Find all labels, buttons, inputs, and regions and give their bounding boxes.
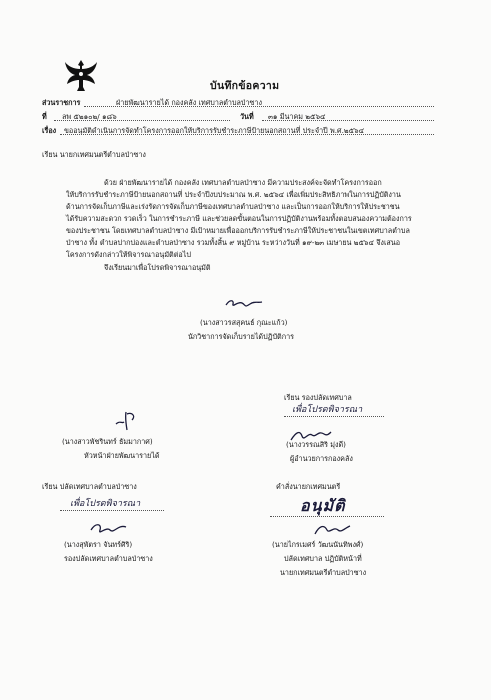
head-revenue-position: หัวหน้าฝ่ายพัฒนารายได้ (84, 451, 160, 460)
deputy-clerk-name: (นางสุพัตรา จันทร์ศิริ) (64, 540, 133, 549)
body-line: ให้บริการรับชำระภาษีป้ายนอกสถานที่ ประจำปีงบประมาณ พ.ศ. ๒๕๖๔ เพื่อเพิ่มประสิทธิภาพในการปฏิบัติงาน (66, 190, 401, 199)
ref-value: ลพ ๕๒๑๐๒/ ๑๘๖ (62, 112, 117, 121)
mayor-name: (นายไกรเมศร์ วัฒนนันทิพงศ์) (272, 540, 364, 549)
date-label: วันที่ (240, 112, 254, 121)
finance-director-name: (นางวรรณสิริ มุ่งดี) (286, 440, 346, 449)
agency-value: ฝ่ายพัฒนารายได้ กองคลัง เทศบาลตำบลป่าซาง (116, 98, 262, 107)
date-value: ๓๑ มีนาคม ๒๕๖๔ (268, 112, 326, 121)
body-line: ด้วย ฝ่ายพัฒนารายได้ กองคลัง เทศบาลตำบลป่าซาง มีความประสงค์จะจัดทำโครงการออก (104, 178, 382, 187)
finance-note-heading: เรียน รองปลัดเทศบาล (284, 393, 352, 402)
main-signer-position: นักวิชาการจัดเก็บรายได้ปฏิบัติการ (188, 332, 294, 341)
date-rule (262, 120, 434, 121)
agency-rule (84, 106, 434, 107)
mayor-order-rule (270, 516, 384, 517)
ref-label: ที่ (42, 112, 47, 121)
finance-note-handwritten: เพื่อโปรดพิจารณา (292, 405, 363, 415)
garuda-emblem-icon (63, 57, 99, 93)
handwritten-signature (312, 520, 352, 540)
closing-line: จึงเรียนมาเพื่อโปรดพิจารณาอนุมัติ (104, 263, 211, 272)
mayor-position-1: ปลัดเทศบาล ปฏิบัติหน้าที่ (284, 554, 362, 563)
handwritten-signature (224, 296, 264, 312)
body-line: โครงการดังกล่าวให้พิจารณาอนุมัติต่อไป (66, 250, 191, 259)
agency-label: ส่วนราชการ (42, 98, 81, 107)
memo-title: บันทึกข้อความ (210, 80, 280, 92)
body-line: ป่าซาง ทั้ง ตำบลปากบ่องและตำบลป่าซาง รวมทั้งสิ้น ๙ หมู่บ้าน ระหว่างวันที่ ๑๙-๒๓ เมษายน ๒๕๖๔ จึงเสนอ (66, 238, 401, 247)
handwritten-signature (88, 518, 128, 540)
head-revenue-name: (นางสาวพัชรินทร์ ธัมมากาศ) (62, 437, 153, 446)
deputy-note-rule (60, 510, 164, 511)
main-signer-name: (นางสาวรสสุคนธ์ กุณะแก้ว) (200, 318, 288, 327)
mayor-position-2: นายกเทศมนตรีตำบลป่าซาง (280, 568, 367, 577)
salutation: เรียน นายกเทศมนตรีตำบลป่าซาง (42, 150, 146, 159)
body-line: ด้านการจัดเก็บภาษีและเร่งรัดการจัดเก็บภาษีของเทศบาลตำบลป่าซาง และเป็นการออกให้บริการให้ประชาชน (66, 202, 400, 211)
approval-stamp: อนุมัติ (300, 496, 346, 515)
mayor-order-heading: คำสั่งนายกเทศมนตรี (276, 482, 341, 491)
deputy-clerk-position: รองปลัดเทศบาลตำบลป่าซาง (64, 554, 153, 563)
subject-value: ขออนุมัติดำเนินการจัดทำโครงการออกให้บริการรับชำระภาษีป้ายนอกสถานที่ ประจำปี พ.ศ.๒๕๖๔ (64, 126, 365, 135)
ref-rule (54, 120, 230, 121)
body-line: ของประชาชน โดยเทศบาลตำบลป่าซาง มีเป้าหมายเพื่อออกบริการรับชำระภาษีให้ประชาชนในเขตเทศบาลตำบล (66, 226, 410, 235)
subject-rule (60, 134, 434, 135)
finance-director-position: ผู้อำนวยการกองคลัง (290, 454, 353, 463)
body-line: ได้รับความสะดวก รวดเร็ว ในการชำระภาษี และช่วยลดขั้นตอนในการปฏิบัติงานพร้อมทั้งตอบสนองความต้องการ (66, 214, 412, 223)
finance-note-rule (284, 416, 384, 417)
deputy-note-heading: เรียน ปลัดเทศบาลตำบลป่าซาง (42, 482, 137, 491)
deputy-note-handwritten: เพื่อโปรดพิจารณา (70, 499, 141, 509)
handwritten-signature (112, 408, 142, 432)
subject-label: เรื่อง (42, 126, 57, 135)
